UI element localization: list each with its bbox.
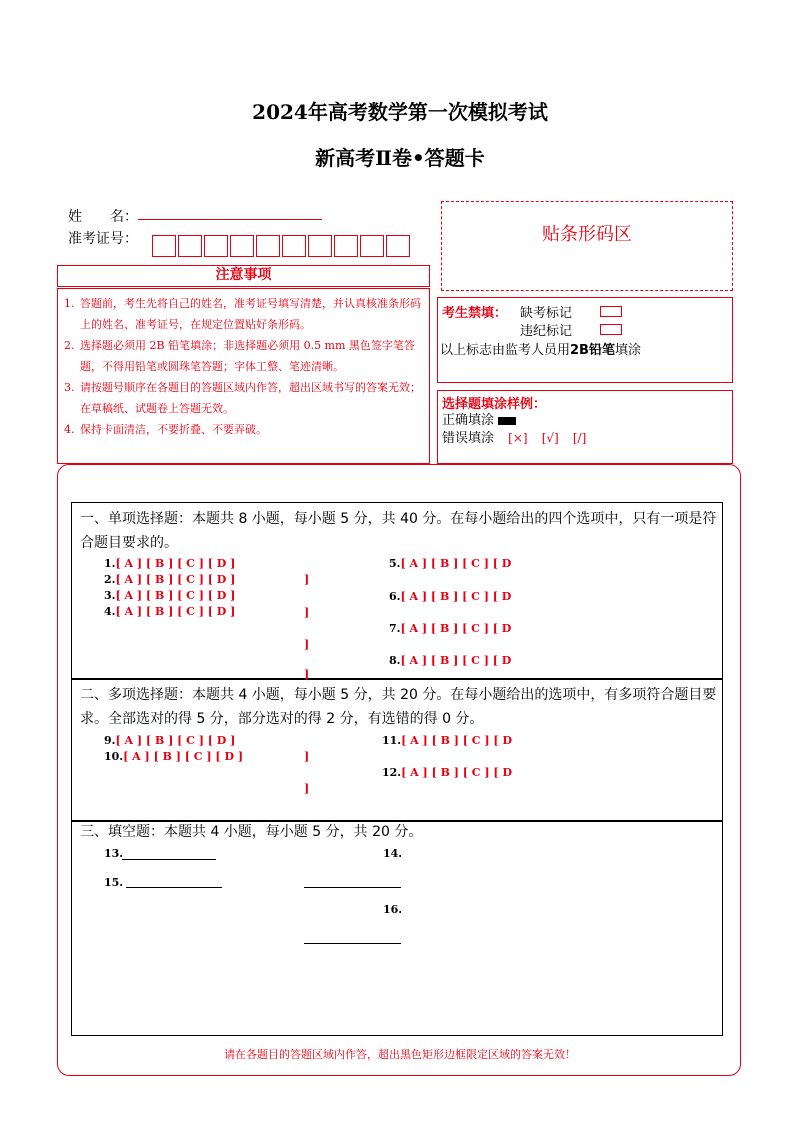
answer-line-16[interactable]	[304, 942, 401, 944]
check-mark-icon: [√]	[541, 431, 559, 445]
question-14-label: 14.	[383, 847, 403, 860]
exam-id-digit-box[interactable]	[230, 235, 254, 257]
exam-id-digit-box[interactable]	[386, 235, 410, 257]
violation-mark-box[interactable]	[600, 324, 622, 335]
exam-id-digit-box[interactable]	[282, 235, 306, 257]
question-5[interactable]: 5.[ A ] [ B ] [ C ] [ D	[389, 557, 512, 570]
absent-mark-box[interactable]	[600, 306, 622, 317]
question-1[interactable]: 1.[ A ] [ B ] [ C ] [ D ]	[104, 557, 236, 570]
exam-id-digit-box[interactable]	[334, 235, 358, 257]
bracket-mark: ]	[304, 782, 310, 795]
barcode-label: 贴条形码区	[542, 224, 632, 245]
section1-instructions: 一、单项选择题：本题共 8 小题，每小题 5 分，共 40 分。在每小题给出的四个选项中，只有一项是符 合题目要求的。	[80, 511, 717, 551]
question-12[interactable]: 12.[ A ] [ B ] [ C ] [ D	[382, 766, 512, 779]
bracket-mark: ]	[304, 638, 310, 651]
name-label: 姓 名：	[68, 209, 138, 225]
notice-item: 3. 请按题号顺序在各题目的答题区域内作答，超出区域书写的答案无效；在草稿纸、试题卷上答题无效。	[64, 381, 421, 415]
notice-item: 2. 选择题必须用 2B 铅笔填涂；非选择题必须用 0.5 mm 黑色签字笔答题，不得用铅笔或圆珠笔答题；字体工整、笔迹清晰。	[64, 339, 415, 373]
notice-item: 1. 答题前，考生先将自己的姓名，准考证号填写清楚，并认真核准条形码上的姓名、准考证号，在规定位置贴好条形码。	[64, 297, 421, 331]
exam-id-digit-box[interactable]	[152, 235, 176, 257]
question-2[interactable]: 2.[ A ] [ B ] [ C ] [ D ]	[104, 573, 236, 586]
bracket-mark: ]	[304, 750, 310, 763]
page-subtitle: 新高考Ⅱ卷•答题卡	[315, 146, 485, 170]
cross-mark-icon: [×]	[508, 431, 528, 445]
violation-mark-label: 违纪标记	[520, 324, 573, 339]
answer-line-15[interactable]	[126, 886, 222, 888]
notice-item: 4. 保持卡面清洁，不要折叠、不要弄破。	[64, 423, 267, 436]
barcode-area	[441, 201, 733, 291]
question-6[interactable]: 6.[ A ] [ B ] [ C ] [ D	[389, 590, 512, 603]
question-9[interactable]: 9.[ A ] [ B ] [ C ] [ D ]	[104, 734, 236, 747]
question-7[interactable]: 7.[ A ] [ B ] [ C ] [ D	[389, 622, 512, 635]
notice-box	[57, 288, 430, 464]
bracket-mark: ]	[304, 668, 310, 681]
exam-id-label: 准考证号：	[68, 231, 138, 247]
fill-example-box	[437, 390, 733, 464]
question-11[interactable]: 11.[ A ] [ B ] [ C ] [ D	[382, 734, 512, 747]
proctor-only-title: 考生禁填：	[442, 306, 508, 321]
question-16-label: 16.	[383, 903, 403, 916]
question-8[interactable]: 8.[ A ] [ B ] [ C ] [ D	[389, 654, 512, 667]
section3-instructions: 三、填空题：本题共 4 小题，每小题 5 分，共 20 分。	[80, 824, 423, 840]
proctor-note: 以上标志由监考人员用2B铅笔填涂	[440, 343, 641, 358]
exam-id-digit-box[interactable]	[204, 235, 228, 257]
fill-example-title: 选择题填涂样例：	[442, 397, 547, 412]
exam-id-digit-box[interactable]	[178, 235, 202, 257]
absent-mark-label: 缺考标记	[520, 306, 573, 321]
wrong-fill-label: 错误填涂 [×] [√] [/]	[442, 431, 587, 446]
notice-title: 注意事项	[57, 265, 430, 287]
exam-id-digit-box[interactable]	[256, 235, 280, 257]
slash-mark-icon: [/]	[572, 431, 587, 445]
exam-id-digit-box[interactable]	[308, 235, 332, 257]
question-4[interactable]: 4.[ A ] [ B ] [ C ] [ D ]	[104, 605, 236, 618]
filled-mark-icon	[498, 417, 516, 425]
answer-line-13[interactable]	[122, 858, 216, 860]
page-title: 2024年高考数学第一次模拟考试	[252, 100, 548, 124]
exam-id-boxes[interactable]	[152, 235, 412, 259]
footer-warning: 请在各题目的答题区域内作答，超出黑色矩形边框限定区域的答案无效！	[224, 1048, 576, 1061]
name-input-line[interactable]	[138, 218, 322, 220]
question-3[interactable]: 3.[ A ] [ B ] [ C ] [ D ]	[104, 589, 236, 602]
bracket-mark: ]	[304, 606, 310, 619]
bracket-mark: ]	[304, 573, 310, 586]
correct-fill-label: 正确填涂	[442, 409, 516, 428]
proctor-only-box	[437, 297, 733, 383]
section-divider	[71, 678, 723, 680]
question-10[interactable]: 10.[ A ] [ B ] [ C ] [ D ]	[104, 750, 244, 763]
answer-line-14[interactable]	[304, 886, 401, 888]
section2-instructions: 二、多项选择题：本题共 4 小题，每小题 5 分，共 20 分。在每小题给出的选项中，有多项符合题目要 求。全部选对的得 5 分，部分选对的得 2 分，有选错的得 0 分。	[80, 687, 717, 727]
question-15-label: 15.	[104, 876, 124, 889]
question-13-label: 13.	[104, 847, 124, 860]
exam-id-digit-box[interactable]	[360, 235, 384, 257]
